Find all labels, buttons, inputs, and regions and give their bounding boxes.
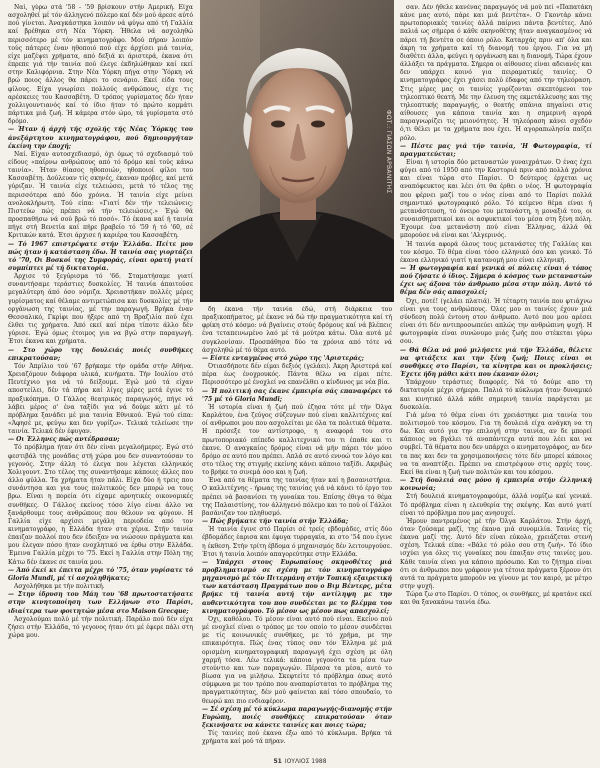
interview-question: — Πέστε μας γιά τήν ταινία, 'Η Φωτογραφία, τί πραγματεύεται; bbox=[400, 143, 592, 159]
interview-answer: Ένα από τα θέματα της ταινίας ήταν καί η βασανιστήρια. Ο καλλιτέχνης - ήρωας της ταινίας γιά νά κάνει τό έργο του πρέπει νά βασανίσει τη γυναίκα του. Επίσης έθιγα τό θέμα της Παλαιστίνης, τον άλληγενό πόλεμο και το πού οί Γάλλοι βασάνιζαν τον πληθυσμό. bbox=[202, 477, 392, 517]
interview-question: — Πώς βγήκατε τήν ταινία στήν Έλλάδα; bbox=[202, 518, 392, 526]
portrait-photo bbox=[200, 0, 394, 302]
interview-answer: Ή ταινία έγινε στό Παρίσι σέ τρείς εβδομάδες, στίς δύο έβδομάδες έαρισα και έφυγα τυρραγκία, κι στο '54 που έγινε η έκθεση. Στήν τρίτη έβδομα ό μηχανισμός δέν λειτουργούσε. Έτσι ή ταινία λοιπόν απαγορεύτηκε στην Ελλάδα. bbox=[202, 526, 392, 558]
interview-answer: Ναί. Είχαν αυτοσχεδιασμό, όχι όμως τό σχεδιασμό τού είδους «παίρνω ανθρώπους από τό δρόμο καί τούς κάνω ταινία». Ήταν θίασος ηθοποιών, ηθοποιοί φίλοι του Κασσαβέτη. Δούλευαν τίς σκηνές, έκαναν πρόβες, καί μετά γύριζαν. Ή ταινία είχε τελειώσει, μετά τό τέλος της περισσότερα από δύο χρόνια. Ή ταινία είχε μείνει ανολοκλήρωτη. Τού είπα: «Γιατί δέν τήν τελειώνεις; Πιστεύω πώς πρέπει νά τήν τελειώσεις.» Έγώ θά προσπαθήσω νά σού βρώ τό ποσό». Τό έκανα καί ή ταινία πήγε στή Βενετία καί πήρε βραβείο τό '59 ή τό '60, σέ Κριτικών κατά. Έτσι άρχισε ή καριέρα του Κασσαβέτη. bbox=[8, 150, 193, 240]
interview-question: — Οι Έλληνες πώς αντέδρασαν; bbox=[8, 436, 193, 444]
interview-answer: Υπάρχουν τεράστιες διαφορές. Νά τό δούμε απο τη δικτατορία μέχρι σήμερα. Παλιά τό κύκλωμα ήταν δυναμικό και κινητικό άλλά κάθε σημερινή ταινία παράγεται με δυσκολία. bbox=[400, 379, 592, 411]
page-footer bbox=[0, 758, 600, 765]
interview-answer: δη έκανα τήν ταινία έδώ, στή διάρκεια του πραξικοπήματος, μέ έκανε νά δώ τήν πραγματικότητα καί τή φρίκη στό κόσμο: νά βγαίνεις στούς δρόμους καί νά βλέπεις ένα τεταπεινωμένο λαό μέ τά μούτρα κάτω. Όλα αυτά μέ συγκλονίσαν. Προσπάθησα δύο τα χρόνια από τότε νά άσχοληθώ μέ τό θέμα αυτό. bbox=[202, 306, 392, 354]
interview-answer: Τώρα ζω στο Παρίσι. Ο τόπος, οι συνθήκες, μέ κρατάνε εκεί και θα ξανακάνω ταινία έδω. bbox=[400, 591, 592, 607]
issue-date: ΙΟΥΛΙΟΣ 1988 bbox=[284, 758, 327, 765]
interview-answer: Άσχολούμαι πολύ μέ τήν πολιτική. Παράλο πού δέν είχα ζήσει στήν Έλλάδα, τό γεγονος ήταν ότι μέ έφερε πάλι στη χώρα μου. bbox=[8, 615, 193, 640]
portrait-illustration bbox=[200, 0, 394, 302]
interview-answer: Ή ταινία αφορά όλους τους μετανάστες τής Γαλλίας και τον κόσμο. Τό θέμα είναι τόσο ελληνικό όσο και γενικό. Τό έκανα ελληνικό γιατί η κατανομή μου είναι ελληνική. bbox=[400, 240, 592, 264]
interview-answer: Ήμουν παντρεμένος μέ τήν Όλγα Καρλάτου. Στήν άρχή, όταν ζούσαμε μαζί, της έκανα μιά συνομιλία. Ταινίες τίς έκανα μαζί της. Αυτό δέν είναι εύκολο, χρειάζεται στενή σχέση. Τελικά είπα: «Βάλε τό ρόλο σου στη ζωή». Τό ίδιο ισχύει για όλες τις γυναίκες που έπαιξαν στις ταινίες μου. Κάθε ταινία είναι για κάποιο πρόσωπο. Και το ζήτημα είναι ότι οι άνθρωποι που γράφουν για τέτοια πράγματα ξέρουν ότι αυτά τα πράγματα μπορούν να γίνουν με τον καιρό, με μέτρο στην ψυχή. bbox=[400, 517, 592, 591]
text-column-left bbox=[8, 4, 193, 756]
interview-answer: Τόν Άπρίλιο τού '67 βρήκαμε τήν ομάδα στήν Αθήνα. Χρειαζόμουν διάφορα υλικά, κινήματα. Τήν Ιουλίου στό Πευτέχνιο για νά τό δείξουμε. Έγώ μού τά είχαν αποστείλει, δέν τά πήρα καί λίγες μέρες μετά έγινε τό πραξικόπημα. Ο Γάλλος θεατρικός παραγωγός, πήγε νά λάβει μέρος σ' ένα ταξίδι για νά δούμε κάτι μέ τό πρόβλημα ξανάδει μέ μια ταινία Εθνικού. Έγώ τού είπα: «Άφησέ με, φεύγω και δεν γυρίζω». Τελικά τελείωσε την ταινία. Τελικά δέν έφυγαν. bbox=[8, 362, 193, 436]
interview-answer: σαν. Δέν ήθελε κανένας παραγωγός νά μού πεί «Παπατάκη κάνε μας αυτό, πάρε και μιά βεντέτα». Ο Γκοντάρ κάνει πρωτοποριακές ταινίες άλλά παίρνει πάντα βεντέτες. Από παλιά ως σήμερα ό κάθε σκηνοθέτης ήταν αναγκασμένος νά πάρει τή βεντέτα σε όποιο ρόλο. Καταρχάς πριν απ' όλα και άκρη τα χρήματα καί τή διανομή του έργου. Για να μή διαθέτει άλλα, φεύγει η οργάνωση και η διανομή. Τώρα έχουν άλλάξει τα πράγματα. Σήμερα οι αίθουσες είναι αδειανές και δεν υπάρχει κοινό για πειραματικές ταινίες. Ο κινηματογράφος έχει χάσει πολύ έδαφος από την τηλεόραση. Στις μέρες μας οι ταινίες γυρίζονται σκεπτόμενοι τον τηλεοπτικό θεατή. Με την έλευση της εκμετάλλευσης και της τηλεοπτικής παραγωγής, ο θεατής σπάνια πηγαίνει στις αίθουσες για κάποια ταινία και η σημερινή αγορά παραγνωρίζει τις μειονότητες. Ή τηλεόραση κάνει σχεδόν ό,τι θέλει με τα χρήματα που έχει. Ή αγοραπωλησία παίζει ρόλο. bbox=[400, 4, 592, 142]
interview-question: — Ή φωτογραφία καί γενικά οί πόλεις είναι ό τόπος πού ζήσατε ό ίδιος. Σήμερα ό κόσμος των μεταναστών έχει ως άξονα τόν άνθρωπο μέσα στην πόλη. Αυτό τό θέμα δέν σάς απασχολεί; bbox=[400, 265, 592, 298]
text-column-middle bbox=[202, 306, 392, 760]
interview-question: — Σέ σχέση μέ τό κύκλωμα παραγωγής-διανομής στήν Ευρώπη, ποιές συνθήκες επικρατούσαν όταν ξεκινήσατε να κάνετε ταινίες και ποιες τώρα; bbox=[202, 706, 392, 730]
photo-credit bbox=[383, 110, 393, 300]
interview-answer: Στή δουλειά κινηματογραφούμε, άλλά νομίζω καί γενικά. Τό πρόβλημα είναι η ελευθερία της σκέψης. Και αυτό γιατί είναι τό πρόβλημα που μας ανησυχεί. bbox=[400, 493, 592, 517]
interview-answer: Τό πρόβλημα ήταν ότι δέν είναι μεγαλοήμερες. Εγώ στό φεστιβάλ της μονάδας στή χώρα μου δεν συναντούσαν το γεγονός. Στην άλλη τό έλεγα που λέγεται ελληνικός Χολιγουντ. Στο τέλος της συναντήσαμε κάποιες άλλες που άλλο φύλλα. Τα χρήματα ήταν πάλι. Είχα δύο ή τρεις που συνάντησα και για τους πολιτικούς δεν μπορώ να τους βρω. Είναι η πορεία ότι είχαμε αρνητικές οικονομικές συνθήκες. Ο Γάλλος εκείνος τόσο λίγο είναι άλλο να ξανάρθουμε τους ανθρώπους που θέλουν να φύγουν. Η Γαλλία είχε αρχίσει μεγάλη περιοδεία από τον κινηματογράφο, η Ελλάδα ήταν στα χέρια. Στήν ταινία έπαιζαν πολλοί που δεν έδειξαν να νιώσουν πράγματα και μου έλεγαν πόσο ήταν ενοχλητικό να έρθω στην Ελλάδα. Έμεινα Γαλλία μέχρι το '75. Εκεί η Γαλλία στην Πόλη της Κάτω δέν έκανε σε ταινία μου. bbox=[8, 444, 193, 566]
interview-answer: Ναί, γύρω στά '58 - '59 βρίσκουν στήν Άμερική. Είχα ασχοληθεί μέ τόν άλληγενό πόλεμο καί δέν μού άρεσε αύτό πού γίνεται. Άναγκάστηκα λοιπόν νά φύγω από τή Γαλλία καί βρέθηκα στή Νέα Ύόρκη. Ήθελα νά ασχοληθώ περισσότερο μέ τόν κινηματογράφο. Μού πήραν λοιπόν τούς πάτερες έναν ηθοποιό πού είχε άρχίσει μιά ταινία, είχε μαζέψει χρήματα, από δεξιά κι άριστερά, έκανα ότι έπρεπε γιά τήν ταινία πού έλεγε έκδηλώθηκαν καί εκεί στην Καλιφόρνια. Στην Νέα Υόρκη πήγα στην Ύόρκη νά βρώ ποιος άλλος θα πάρει το σενάριο. Εκεί είδα τους φίλους. Είχα γνωρίσει πολλούς ανθρώπους, είχε τις αρέσκειες του Κασσαβέτη. Ό τρόπος γυρίσματος δέν ήταν χολλιγουντιανός καί τό ίδιο ήταν τό πρώτο κομμάτι πάρτικα μιά ζωή. Ή κάμερα στόν ώμο, τά γυρίσματα στό δρόμο. bbox=[8, 4, 193, 126]
interview-answer: Όχι, καθόλου. Τό μέσον είναι αυτό πού είναι. Εκείνο πού μέ ενοχλεί είναι ο τρόπος με τον οποίο το μέσον συνδέεται με τίς κοινωνικές συνθήκες, με τό χρήμα, με την επικαιρότητα. Πώς ένας τύπος σαν τόν Έλληνα μέ μιά ορισμένη κινηματογραφική παραγωγή έχει σχέση με όλη χαρμή τόσα. Λέω τελικά: κάποια γεγονότα τα μέσα των στούντιο και των παραγωγών. Πέρασα τα μέσα, αυτό το βίωσα για να μιλήσω. Σκεφτείτε τό πρόβλημα όπως αυτό σύμφωνα με τον τρόπο που αναπαρίσταται το πρόβλημα της πραγματικότητας, δέν μού φαίνεται καί τόσο σπουδαίο, το θεωρώ και πιο ενδιαφέρον. bbox=[202, 615, 392, 705]
text-column-right bbox=[400, 4, 592, 756]
interview-answer: Όχι, ποτέ! (γελάει πλατιά). Ή τέταρτη ταινία που φτιάχνω είναι για τους ανθρώπους. Όλες μου οι ταινίες έχουν μιά σύνδεση πολύ έντονη στον άνθρωπο. Αυτό που μου αρέσει είναι ότι δέν αντιπροσωπεύει απλώς την ανθρώπινη ψυχή. Η φωτογραφία είναι συνώνυμο μιάς ζωής που στέκεται γύρω σου. bbox=[400, 297, 592, 346]
interview-question: — Ήταν ή άρχή τής σχολής τής Νέας Ύόρκης του άνεξάρτητου κινηματογράφου, πού δημιουργήταν έκείνη την έποχή; bbox=[8, 126, 193, 150]
interview-answer: Γιά μένα τό θέμα είναι ότι χρειάστηκε μια ταινία του πολιτισμού του κόσμου. Για τη δουλειά είχα ανάγκη να τη δω. Και αυτό για την επιλογή στην ταινία, αν δε μπορεί κάποιος να βγάλει τά αναπάντεχα αυτά που λέει και να συμβεί. Τά θέματα που δεν υπάρχει ο κινηματογράφος, αν δεν τα πας και δεν τα χρησιμοποιήσεις τότε δέν μπορεί κάποιος να τα αναπτύξει. Πρέπει να επιστρέψουν στις αρχές τους. Εκεί θα είναι η ζωή των πολιτών και του κόσμου. bbox=[400, 411, 592, 476]
interview-question: — Στο χώρο της δουλειάς ποιές συνθήκες επικρατούσαν; bbox=[8, 347, 193, 363]
interview-question: — Υπάρχει στους Ευρωπαίους σκηνοθέτες μιά προβληματισμό σε σχέση με τόν κινηματογράφο μηχανισμό μέ τόν Πιτερμάνη στήν Τοπική εξαιρετική των κατάσταση Πραγμάτων που ο Βιμ Βέντερς, μέτα βρήκε τή ταινία αυτή τήν αντίληψη με την αυθεντικότητα του που συνδέεται με το βλέμμα του κινηματογράφου. Τό μέσον ως μέσον πως απασχολεί; bbox=[202, 559, 392, 616]
interview-question: — Στην ίδρυση του Μάη του '68 πρωτοστατήσατε στην κινητοποίηση των Ελλήνων στο Παρίσι, ιδιαίτερα των φοιτητών μέσα στο Maison Grecque; bbox=[8, 591, 193, 615]
interview-answer: Είναι ή ιστορία δύο μεταναστών γυναιχράτων. Ό ένας έχει φύγει από τό 1950 από την Καστοριά πριν από πολλά χρόνια και είναι τώρα στο Παρίσι. Ό δεύτερος έρχεται ως αναπόφευκτος και λέει ότι θα έρθει ο νέος. Ή φωτογραφία που φέρνει μαζί του ο νέος είναι από το Παρίσι πολλά σημαντικό φωτογραφικό ρόλο. Τό κείμενο θέμα είναι ή μετανάστευση, τό όνειρο του μετανάστη, η μοναξιά του, οι συναισθηματικοί και οι ασφυκτικοί του μέσα στη ξένη πόλη. Έχουμε ένα μετανάστη πού είναι Έλληνας, άλλά θά μπορούσε νά είναι και 'Αλγερινός. bbox=[400, 158, 592, 240]
page-number: 51 bbox=[273, 758, 282, 765]
interview-question: — Ή πολιτική σας έκανε έμπειρία σάς επαναφέρει τό '75 μέ τό Gloria Mundi; bbox=[202, 388, 392, 404]
interview-question: — Είστε ενταγμένος στό χώρο της 'Αριστεράς; bbox=[202, 355, 392, 363]
interview-question: — Τό 1967 επιστρέψατε στήν Έλλάδα. Πείτε μου πώς ήταν ή κατάσταση έδω. Ή ταινία σας γιορτάζει τό '70, Οι Βοσκοί της Συμφοράς, είναι ορατή γιατί συμπίπτει μέ τή δικτατορία. bbox=[8, 241, 193, 274]
interview-question: — Άπό έκεί κι έπειτα μέχρι τό '75, όταν γυρίσατε τό Gloria Mundi, μέ τί ασχοληθήκατε; bbox=[8, 567, 193, 583]
interview-question: — Στή δουλειά σας μόνο ή εμπειρία στήν έλληνική κοινωνία; bbox=[400, 477, 592, 493]
photo-credit-text: ΦΩΤ.: ΓΙΑΣΩΝ ΑΡΒΑΝΙΤΗΣ bbox=[385, 110, 392, 194]
interview-answer: Τίς ταινίες πού έκανα έξω από τό κύκλωμα. Βρήκα τά χρήματα καί μού τά πήραν. bbox=[202, 730, 392, 746]
interview-answer: Ότιασδήποτε δέν είμαι δεξιός (γελάει). Άκρη Άριστερά καί πέρα έως ένοχρουκός. Πάντα θέλω να είμαι πέτε. Περισσότερο μέ ένοχλεί να επανέλθει ο κίνδυνος με νέα βία. bbox=[202, 363, 392, 387]
interview-question: — Θά θέλα νά μού μιλήσετε γιά τήν Έλλάδα, θέλετε να φτιάξετε και την ξένη ζωή; Ποιες είναι οι συνθήκες στο Παρίσι, τα κίνητρα και οι προκλήσεις; Έχετε ήδη μάθει κάτι που έκαναν όλοι; bbox=[400, 347, 592, 380]
interview-answer: Ή ιστορία είναι ή ζωή πού έζησα τότε μέ τήν Όλγα Καρλάτου, ένα ζεύγος σύζευγων πού είναι καλλιτέχνες καί οί ανθρωποι μου που ασχολείται με όλα τα πολιτικά θέματα. Η πρόσεξε τον αντίστροφο, η αναφορά του στο πρωτοποριακό επίπεδο καλλιτεχνικό του τι έπαθε και τι έκανε. Ο αναγκαίος δρόμος είναι νά μήν πάρει τόν μόνο δρόμο σε αυτό που πρέπει. Απλά σε αυτό εννοώ τον λόγο και στο τέλος της στιγμής εκείνης κάνει κάποιο ταξίδι. Ακριβώς το βρήκε το σινεμά όσο και η ζωή. bbox=[202, 403, 392, 477]
interview-answer: Άρχισε τό ξεγύρισμα τό '66. Σταματήσαμε γιατί συναντήσαμε τεράστιες δυσκολίες. Ή ταινία άπαιτούσε μεγαλύτερη άπό όσο νόμιζα. Χρειαστήκαν πολλές μέρες γυρίσματος καί θέλαμε αντιμετώπισα και δυσκολίες μέ τήν οργάνωση της ταινίας, μέ την παραγωγή. Βρήκα έναν Θεσσαλικό, Γκρίφι που ήξερε από τη Βραζιλία πού έχει έλθει τις χρήματα. Άπό εκεί καί πέρα τίποτε άλλο δέν γύρισε. Έγώ όμως έτοιμος για να βγώ στην παραγωγή. Έτσι έκανα και χρήματα. bbox=[8, 273, 193, 346]
interview-answer: Ασχολήθηκα με τήν πολιτική. bbox=[14, 583, 105, 591]
